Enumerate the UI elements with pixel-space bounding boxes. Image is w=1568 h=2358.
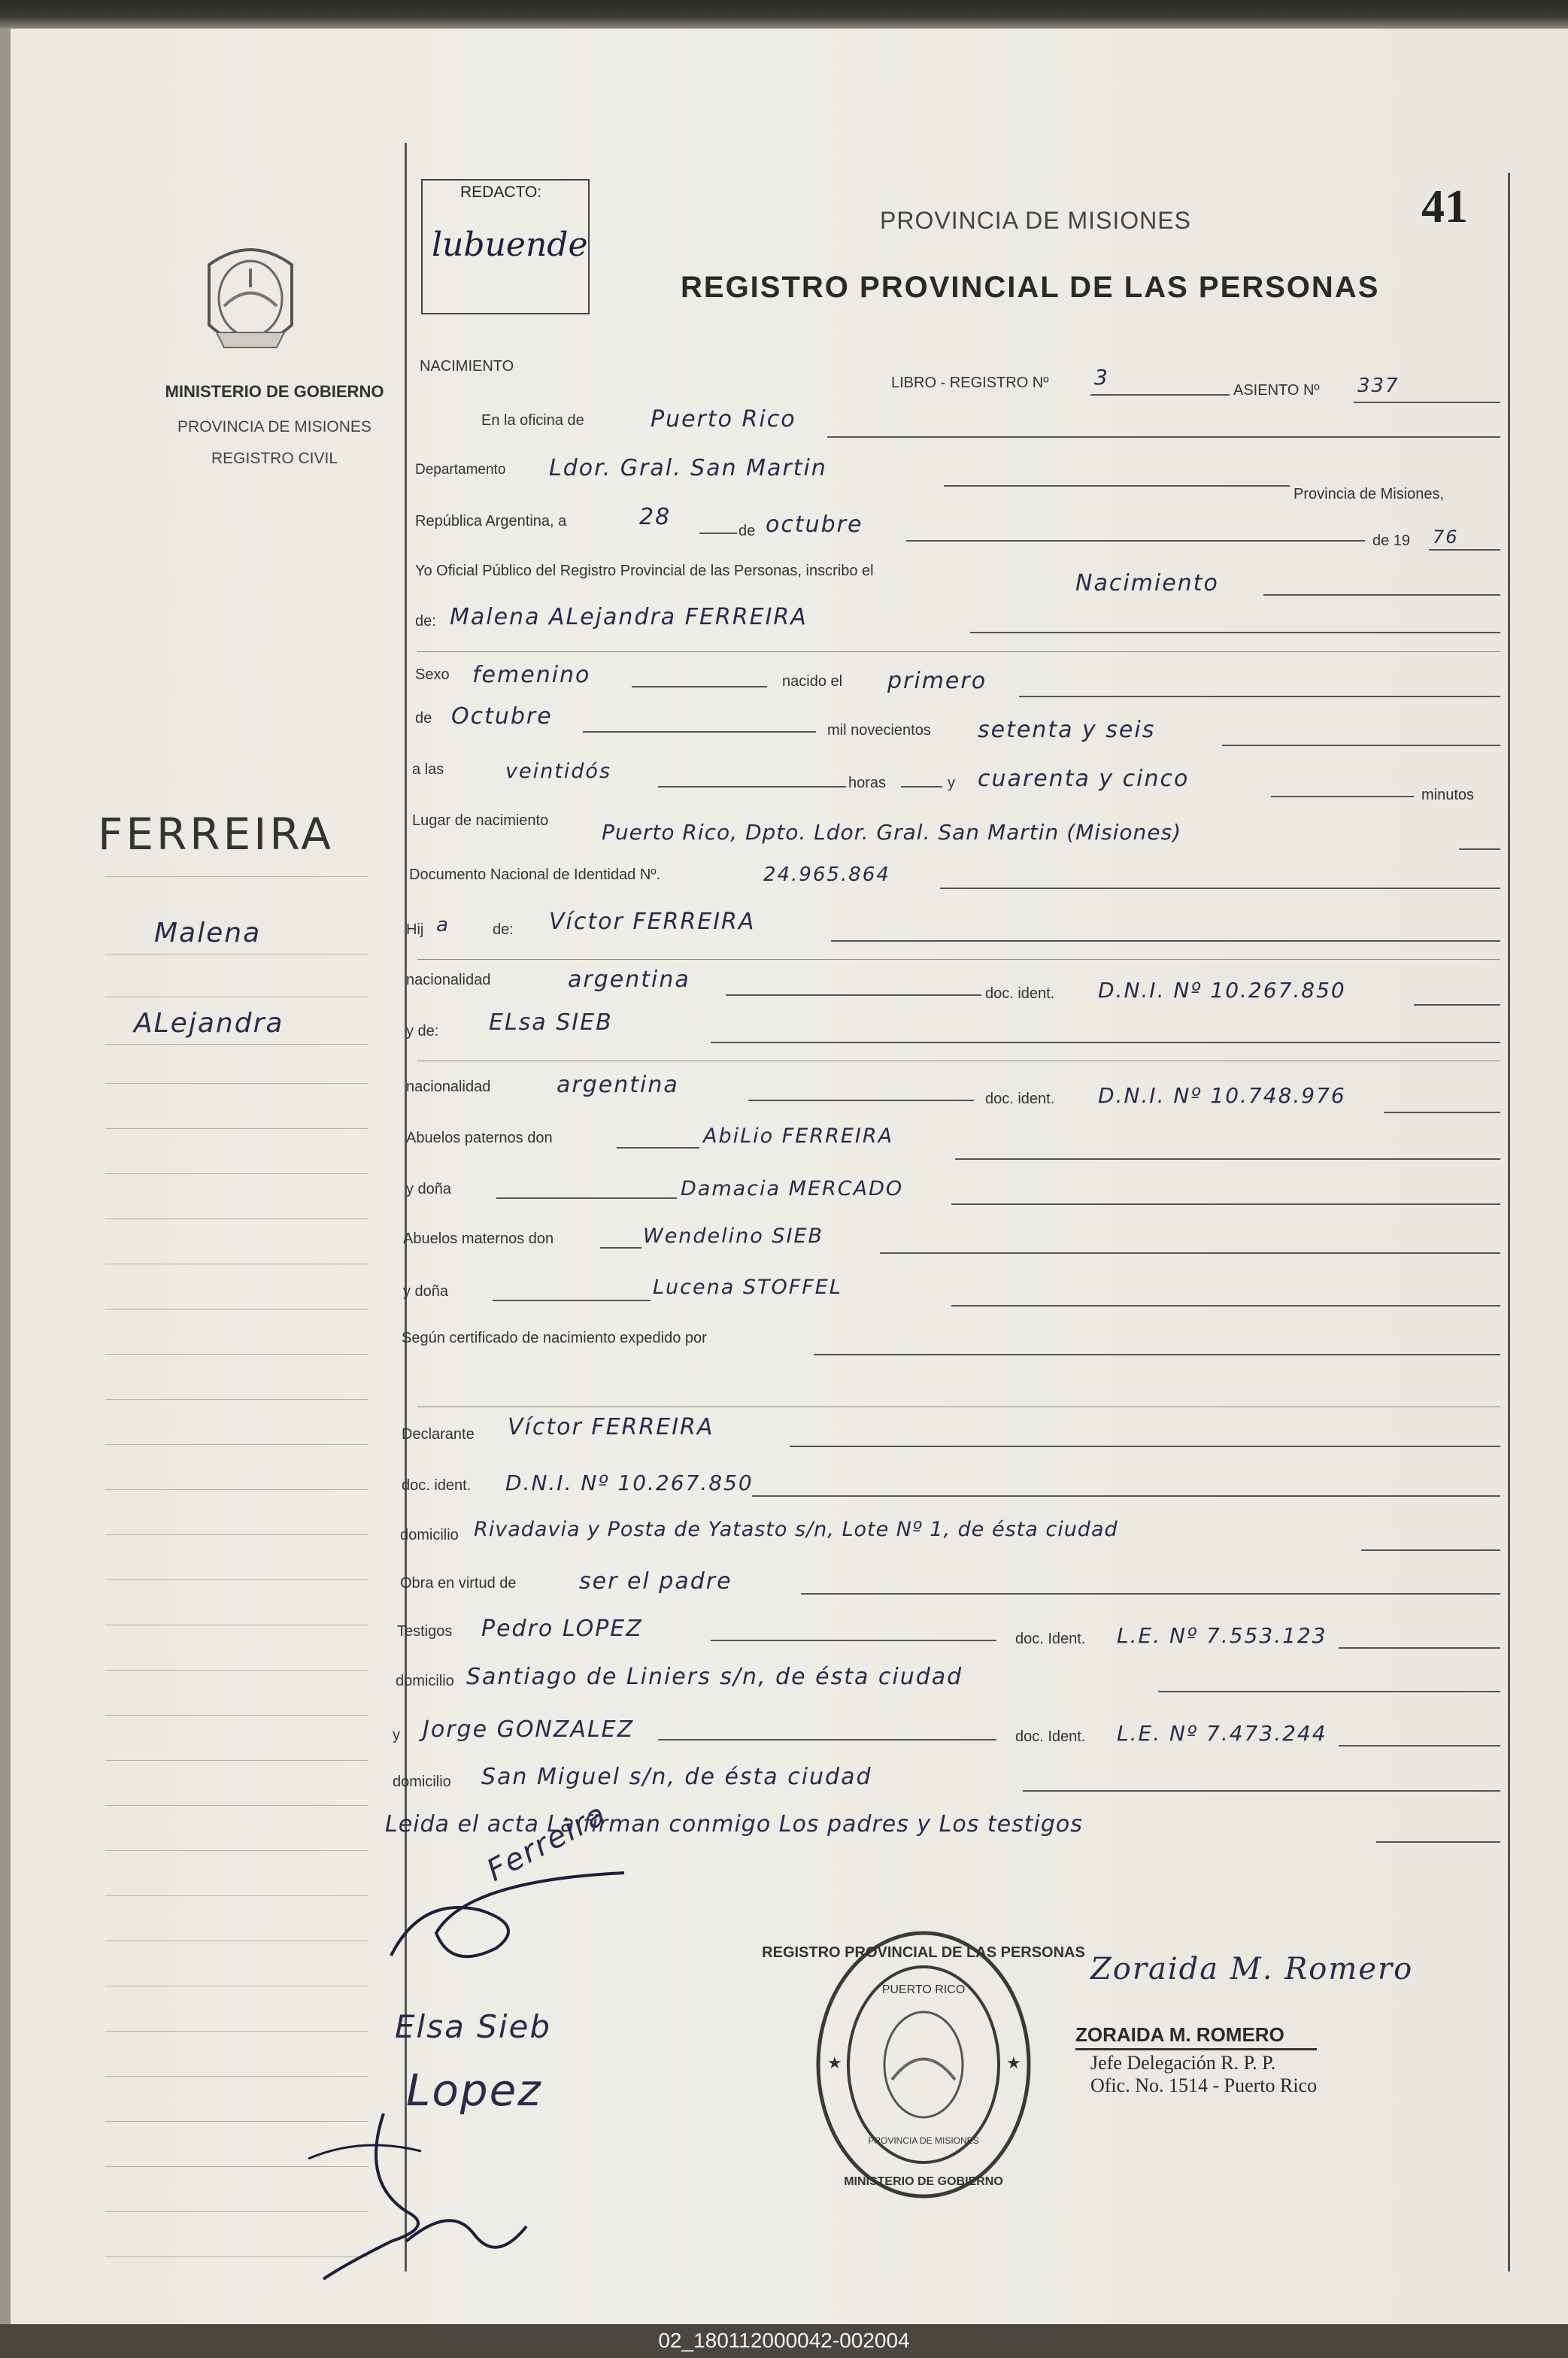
testigo1-dom-value: Santiago de Liniers s/n, de ésta ciudad — [466, 1664, 963, 1690]
de2-label: de — [415, 710, 432, 727]
svg-text:★: ★ — [827, 2053, 842, 2072]
republica-label: República Argentina, a — [415, 513, 567, 530]
obra-value: ser el padre — [579, 1568, 732, 1595]
doc-mother-value: D.N.I. Nº 10.748.976 — [1098, 1083, 1346, 1108]
decl-domicilio-value: Rivadavia y Posta de Yatasto s/n, Lote Nº 1, de ésta ciudad — [474, 1518, 1118, 1541]
month2-value: Octubre — [451, 703, 553, 730]
nac-father-value: argentina — [568, 967, 690, 993]
doc-father-value: D.N.I. Nº 10.267.850 — [1098, 978, 1346, 1003]
redacto-box — [421, 179, 590, 314]
oficina-value: Puerto Rico — [651, 406, 796, 432]
ydona-mat-label: y doña — [403, 1283, 449, 1300]
year-value: 76 — [1433, 527, 1459, 548]
section-label: NACIMIENTO — [420, 358, 514, 375]
lugar-value: Puerto Rico, Dpto. Ldor. Gral. San Martin (Misiones) — [602, 820, 1182, 845]
file-id: 02_180112000042-002004 — [658, 2329, 910, 2352]
redacto-label: REDACTO: — [460, 184, 542, 201]
doc-mother-label: doc. ident. — [985, 1091, 1055, 1107]
margin-line — [105, 876, 368, 877]
margin-line — [105, 1044, 368, 1045]
signature-father-flourish-icon — [376, 1865, 639, 1971]
hij-label: Hij — [406, 921, 424, 938]
doc-father-label: doc. ident. — [985, 985, 1055, 1002]
official-office: Ofic. No. 1514 - Puerto Rico — [1090, 2074, 1318, 2096]
page-left-edge — [0, 29, 11, 2324]
redacto-signature: lubuende — [432, 226, 588, 264]
seal-inner-text: PUERTO RICO — [881, 1983, 966, 1996]
de-label: de — [739, 523, 756, 539]
abuela-paterna: Damacia MERCADO — [681, 1177, 904, 1200]
registry-title: REGISTRO PROVINCIAL DE LAS PERSONAS — [681, 271, 1380, 304]
year-label: de 19 — [1372, 533, 1411, 549]
sidebar-civil-registry: REGISTRO CIVIL — [211, 450, 338, 467]
decl-doc-label: doc. ident. — [402, 1477, 472, 1494]
child-name: Malena ALejandra FERREIRA — [450, 604, 808, 630]
ministry-name: MINISTERIO DE GOBIERNO — [165, 382, 384, 401]
alas-label: a las — [412, 761, 444, 778]
sexo-label: Sexo — [415, 666, 450, 683]
oficial-text: Yo Oficial Público del Registro Provincial de las Personas, inscribo el — [415, 563, 874, 579]
abuelos-maternos-label: Abuelos maternos don — [403, 1231, 554, 1247]
asiento-label: ASIENTO Nº — [1233, 382, 1320, 399]
official-role: Jefe Delegación R. P. P. — [1090, 2052, 1276, 2074]
mother-name: ELsa SIEB — [489, 1009, 613, 1036]
sidebar-surname: FERREIRA — [98, 809, 334, 860]
testigo2-doc-value: L.E. Nº 7.473.244 — [1117, 1721, 1327, 1746]
seal-province-text: PROVINCIA DE MISIONES — [868, 2135, 979, 2146]
form-right-border — [1508, 173, 1510, 2272]
abuelos-paternos-label: Abuelos paternos don — [406, 1130, 553, 1146]
testigo2-y-label: y — [393, 1727, 400, 1743]
departamento-label: Departamento — [415, 462, 506, 478]
oficina-label: En la oficina de — [481, 412, 584, 429]
testigo1-doc-value: L.E. Nº 7.553.123 — [1117, 1623, 1327, 1648]
declarante-label: Declarante — [402, 1426, 475, 1443]
testigo2-dom-value: San Miguel s/n, de ésta ciudad — [481, 1764, 872, 1790]
provincia-label: Provincia de Misiones, — [1294, 486, 1445, 502]
minutos-value: cuarenta y cinco — [978, 766, 1190, 792]
libro-value: 3 — [1094, 365, 1109, 390]
testigos-label: Testigos — [397, 1623, 453, 1640]
nac-father-label: nacionalidad — [406, 972, 491, 988]
signature-witness: Lopez — [406, 2065, 542, 2116]
ydona-pat-label: y doña — [406, 1181, 452, 1197]
signature-mother: Elsa Sieb — [395, 2008, 552, 2045]
month-value: octubre — [766, 511, 863, 538]
decl-domicilio-label: domicilio — [400, 1527, 459, 1543]
testigo2-name: Jorge GONZALEZ — [423, 1716, 635, 1743]
abuelo-paterno: AbiLio FERREIRA — [703, 1124, 894, 1148]
mil-label: mil novecientos — [827, 722, 931, 739]
page-number: 41 — [1421, 181, 1468, 232]
yde-label: y de: — [406, 1023, 439, 1039]
asiento-value: 337 — [1357, 375, 1400, 397]
testigo1-name: Pedro LOPEZ — [481, 1616, 643, 1642]
sidebar-province: PROVINCIA DE MISIONES — [177, 418, 372, 435]
dni-value: 24.965.864 — [763, 863, 890, 886]
abuelo-materno: Wendelino SIEB — [643, 1225, 824, 1248]
departamento-value: Ldor. Gral. San Martin — [549, 455, 827, 481]
sidebar-middle-name: ALejandra — [134, 1008, 284, 1039]
footer-bar — [0, 2324, 1568, 2358]
nacido-label: nacido el — [782, 673, 843, 690]
inscribo-value: Nacimiento — [1075, 570, 1219, 596]
testigo1-doc-label: doc. Ident. — [1015, 1631, 1086, 1647]
nac-mother-value: argentina — [557, 1072, 679, 1098]
sidebar-first-name: Malena — [154, 918, 262, 948]
seal-bottom-text: MINISTERIO DE GOBIERNO — [844, 2175, 1003, 2188]
province-seal-icon — [202, 235, 299, 363]
y-label: y — [948, 775, 955, 791]
alas-value: veintidós — [505, 760, 612, 783]
seal-outer-text: REGISTRO PROVINCIAL DE LAS PERSONAS — [762, 1944, 1085, 1961]
closing-statement: Leida el acta La firman conmigo Los padres y Los testigos — [385, 1811, 1083, 1838]
obra-label: Obra en virtud de — [400, 1575, 517, 1592]
province-title: PROVINCIA DE MISIONES — [880, 207, 1191, 234]
svg-text:★: ★ — [1006, 2053, 1021, 2072]
signature-witness-scribble-icon — [301, 2091, 587, 2287]
de-name-label: de: — [415, 613, 436, 630]
official-signature: Zoraida M. Romero — [1090, 1952, 1414, 1986]
decl-doc-value: D.N.I. Nº 10.267.850 — [505, 1470, 754, 1495]
nacido-value: primero — [887, 668, 987, 694]
testigo1-dom-label: domicilio — [396, 1673, 454, 1689]
page-top-shadow — [0, 0, 1568, 29]
testigo2-dom-label: domicilio — [393, 1774, 451, 1790]
abuela-materna: Lucena STOFFEL — [653, 1276, 842, 1299]
signature-father: Ferreira — [481, 1796, 613, 1889]
registry-seal-icon — [762, 1926, 1085, 2204]
mil-value: setenta y seis — [978, 717, 1156, 743]
certificado-label: Según certificado de nacimiento expedido por — [402, 1330, 707, 1346]
official-name: ZORAIDA M. ROMERO — [1075, 2023, 1317, 2050]
nac-mother-label: nacionalidad — [406, 1079, 491, 1095]
testigo2-doc-label: doc. Ident. — [1015, 1728, 1086, 1745]
official-stamp — [1075, 2023, 1317, 2097]
father-name: Víctor FERREIRA — [549, 909, 756, 935]
lugar-label: Lugar de nacimiento — [412, 812, 549, 829]
libro-label: LIBRO - REGISTRO Nº — [891, 375, 1049, 391]
hij-de-label: de: — [493, 921, 514, 938]
horas-label: horas — [848, 775, 887, 791]
minutos-label: minutos — [1421, 787, 1475, 803]
sexo-value: femenino — [472, 662, 591, 688]
day-value: 28 — [639, 504, 672, 530]
hij-suffix: a — [436, 914, 450, 936]
dni-label: Documento Nacional de Identidad Nº. — [409, 866, 661, 883]
declarante-value: Víctor FERREIRA — [508, 1414, 714, 1440]
